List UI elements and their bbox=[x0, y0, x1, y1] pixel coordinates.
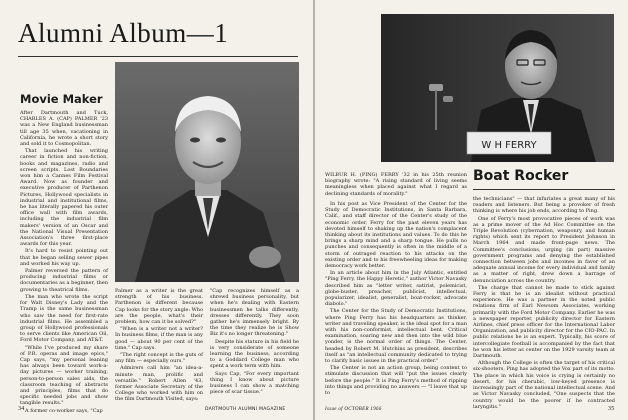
paragraph: In his post as Vice President of the Center for the Study of Democratic Institutions, in Santa Barbara, Calif., and staff director of the Center's study of the economic order, Ferry for the past eleven years has devoted himself to shaking up the nation's complacent thinking about its institutions and values. To do this he brings a sharp mind and a sharp tongue. He pulls no punches and consequently is often in the middle of a storm of outraged reaction to his attacks on the existing order and to his freewheeling ideas for making democracy work better. bbox=[325, 201, 467, 270]
paragraph: A former co-worker says, "Cap bbox=[25, 407, 103, 414]
page-number-left: 34 bbox=[18, 406, 25, 412]
paragraph: "The right concept is the guts of any film — especially ours." bbox=[115, 352, 203, 365]
headline-boat-rocker: Boat Rocker bbox=[473, 168, 569, 184]
headline-movie-maker: Movie Maker bbox=[20, 92, 103, 106]
article-column-2 bbox=[115, 288, 204, 403]
paragraph: the technicians" — that infuriates a great many of his readers and listeners. But being a provoker of fresh thinking is where his job ends, according to Ping. bbox=[473, 196, 615, 215]
paragraph: Palmer as a writer is the great strength of his business. Parthenon is different because Cap looks for the story angle: Who are the people, what's their problem, how can it be solved?" bbox=[115, 288, 204, 326]
title-rule bbox=[18, 56, 298, 57]
paragraph: Although the College is often the target of his critical six-shooters, Ping has adopted the Vox part of its motto. The place in which his voice is crying is certainly no desert, for his cherubic, low-keyed presence is increasingly part of the national intellectual scene. And as Victor Navasky concluded, "One suspects that the country would be the poorer if he contracted laryngitis." bbox=[473, 360, 615, 410]
palmer-portrait-photo bbox=[115, 62, 299, 282]
paragraph: After Dartmouth and Tuck, CHARLES A. (CAP) PALMER '23 was a New England businessman till age 35 when, vacationing in California, he wrote a short story and sold it to Cosmopolitan. bbox=[20, 110, 108, 148]
paragraph: In an article about him in the July Atlantic, entitled "Ping Ferry, the Happy Heretic," author Victor Navasky described him as "letter writer, satirist, polemicist, globe-buster, preacher, publicist, intellectual, popularizer, idealist, generalist, boat-rocker, advocate diabolo." bbox=[325, 270, 467, 308]
paragraph: "Cap recognizes himself as a shrewd business personality, but when he's dealing with Eastern businessmen he talks differently, dresses differently. They soon gather he's immensely bright. By the time they realize he is Show Biz it's no longer threatening." bbox=[210, 288, 299, 338]
paragraph: One of Ferry's most provocative pieces of work was as a prime mover of the Ad Hoc Committee on the Triple Revolution (cybernation, weaponry, and human rights) which sent its report to President Johnson in March 1964 and made front-page news. The Committee's conclusions, urging (in part) massive government programs and denying the established connection between jobs and incomes in favor of an adequate annual income for every individual and family as a matter of right, drew down a barrage of denunciation across the country. bbox=[473, 215, 615, 284]
paragraph: Palmer reversed the pattern of producing industrial films or documentaries as a beginner, then growing to theatrical films. bbox=[20, 268, 108, 293]
photo-caption: WILBUR H. (PING) FERRY '32 in his 25th reunion biography wrote: "A rising standard of living seems meaningless when placed against what I regard as declining standards of morality." bbox=[325, 172, 467, 197]
paragraph: The Center for the Study of Democratic Institutions, where Ping Ferry has his headquarters as thinker, writer and traveling speaker, is the ideal spot for a man with his non-conformist, intellectual bent. Critical examination, soaring new and then into the wild blue yonder, is the normal order of things. The Center, headed by Robert M. Hutchins as president, describes itself as "an intellectual community dedicated to trying to clarify basic issues in the practical order." bbox=[325, 308, 467, 365]
paragraph: The man who wrote the script for Walt Disney's Lady and the Tramp is the same businessman who saw the need for first-rate industrial films. He assembled a group of Hollywood professionals to serve clients like American Oil, Ford Motor Company, and AT&T. bbox=[20, 293, 108, 344]
right-page bbox=[315, 0, 628, 420]
page-number-right: 35 bbox=[608, 406, 615, 412]
paragraph: Admirers call him "an idea-a-minute man, prolific and versatile." Robert Allen '43, former Associate Secretary of the College who worked with him on the film Dartmouth Visited, says: bbox=[115, 365, 203, 403]
ferry-photo bbox=[381, 14, 614, 162]
paragraph: The charge that cannot be made to stick against Ferry is that he is an idealist without practical experience. He was a partner in the noted public relations firm of Earl Newsom Associates, working primarily with the Ford Motor Company. Earlier he was a newspaper reporter, publicity director for Eastern Airlines, chief press officer for the International Labor Organization, and publicity director for the CIO-PAC. In public relations he is an expert. Typically, his score of intercollegiate football is accompanied by the fact that he won his letter as center on the 1929 varsity team at Dartmouth. bbox=[473, 284, 615, 360]
paragraph: "While I've produced my share of P.R. operas and image epics," Cap says, "my personal leaning has always been toward work-a-day pictures — worker training, person-to-person sales aids, the classroom teaching of abstracts and principles, films that do specific needed jobs and show tangible results." bbox=[20, 344, 108, 407]
paragraph: Says Cap, "For every important thing I know about picture business I can show a matching piece of scar tissue." bbox=[210, 370, 299, 396]
page-title: Alumni Album—1 bbox=[18, 18, 229, 48]
paragraph: It's hard to resist pointing out that he began selling sewer pipes and worked his way up. bbox=[20, 248, 108, 267]
left-page bbox=[0, 0, 313, 420]
paragraph: Despite his stature in his field he is very considerate of someone learning the business, according to a Goddard College man who spent a work term with him. bbox=[210, 338, 299, 370]
magazine-name: DARTMOUTH ALUMNI MAGAZINE bbox=[205, 407, 286, 412]
paragraph: "When is a writer not a writer? In business films, if the man is any good — about 90 per cent of the time," Cap says. bbox=[115, 326, 203, 351]
article-column-1 bbox=[325, 201, 467, 395]
issue-date: Issue of OCTOBER 1966 bbox=[325, 407, 382, 412]
article-column-3 bbox=[210, 288, 299, 396]
paragraph: The Center is not an action group, being content to stimulate discussion that will "put the issues clearly before the people." It is Ping Ferry's method of ripping into things and providing no answers — "I leave that up to bbox=[325, 365, 467, 397]
nameplate-text: W H FERRY bbox=[481, 140, 537, 151]
headline-rule bbox=[473, 189, 615, 190]
paragraph: That launched his writing career in fiction and non-fiction, books and magazines, radio and screen scripts. Lost Boundaries won him a Cannes Film Festival Award. Now as founder and executive producer of Parthenon Pictures, Hollywood specialists in industrial and institutional films, he has literally papered his outer office wall with film awards, including the industrial film makers' version of an Oscar and the National Visual Presentation Association's three first-place awards for this year. bbox=[20, 148, 108, 248]
